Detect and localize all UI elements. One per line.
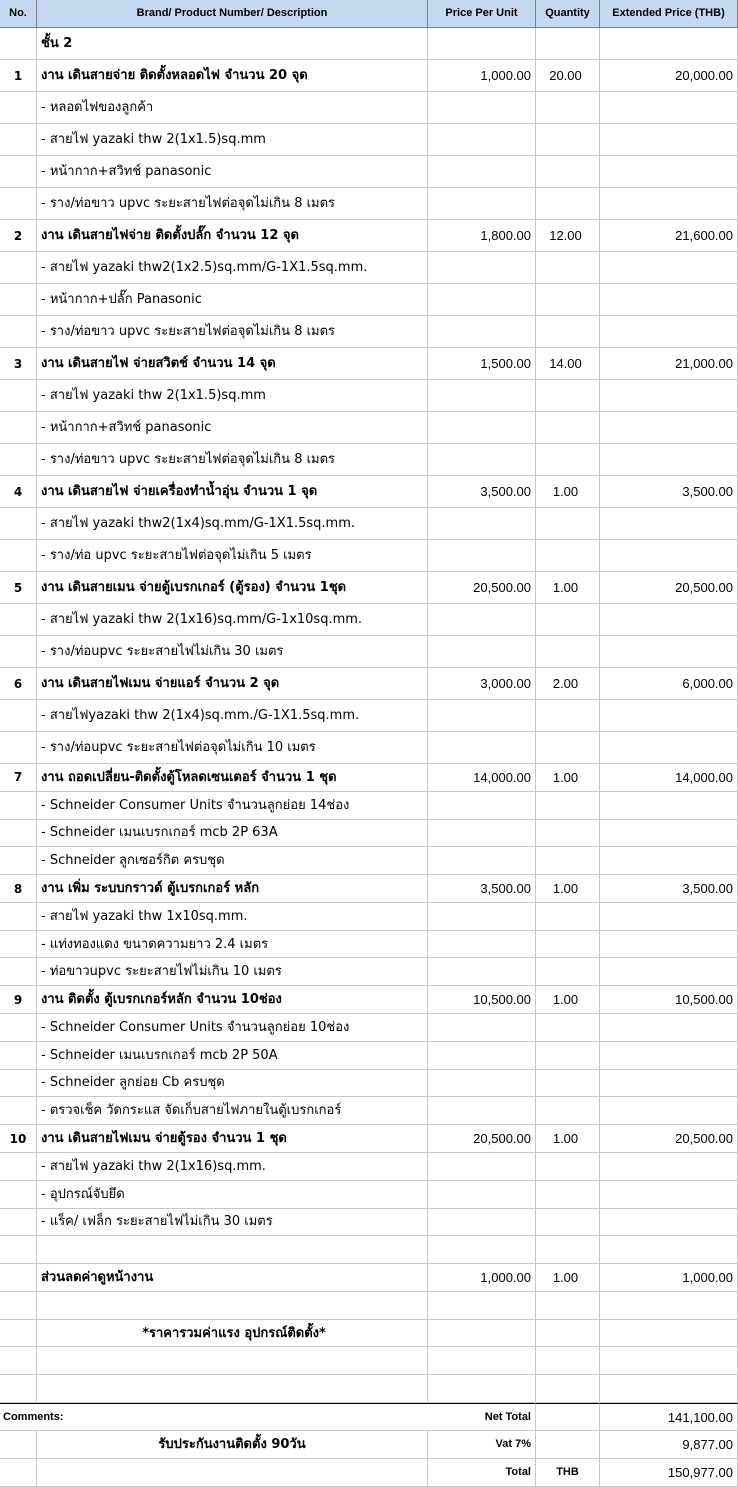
- row-no: [0, 1097, 37, 1125]
- row-quantity: [536, 604, 600, 636]
- row-price: [428, 604, 536, 636]
- row-price: [428, 28, 536, 60]
- row-quantity: 1.00: [536, 1125, 600, 1153]
- header-no: No.: [0, 0, 37, 28]
- row-quantity: [536, 1236, 600, 1264]
- header-description: Brand/ Product Number/ Description: [37, 0, 428, 28]
- row-no: [0, 1014, 37, 1042]
- row-price: [428, 156, 536, 188]
- row-no: [0, 540, 37, 572]
- row-quantity: 14.00: [536, 348, 600, 380]
- row-quantity: [536, 540, 600, 572]
- row-description: งาน เพิ่ม ระบบกราวด์ ตู้เบรกเกอร์ หลัก: [37, 875, 428, 903]
- row-price: [428, 732, 536, 764]
- row-description: ส่วนลดค่าดูหน้างาน: [37, 1264, 428, 1292]
- row-extended: 21,000.00: [600, 348, 738, 380]
- row-price: [428, 847, 536, 875]
- row-price: 3,500.00: [428, 476, 536, 508]
- total-currency: THB: [536, 1459, 600, 1487]
- row-no: 9: [0, 986, 37, 1014]
- row-price: 10,500.00: [428, 986, 536, 1014]
- row-extended: [600, 1153, 738, 1181]
- row-no: [0, 604, 37, 636]
- row-no: [0, 1181, 37, 1209]
- row-price: [428, 1070, 536, 1098]
- row-extended: 14,000.00: [600, 764, 738, 792]
- net-total-blank: [536, 1403, 600, 1431]
- row-no: [0, 380, 37, 412]
- row-price: [428, 1320, 536, 1348]
- row-description: - สายไฟ yazaki thw 2(1x16)sq.mm/G-1x10sq.mm.: [37, 604, 428, 636]
- row-quantity: 1.00: [536, 1264, 600, 1292]
- row-extended: 20,000.00: [600, 60, 738, 92]
- row-price: [428, 903, 536, 931]
- row-description: *ราคารวมค่าแรง อุปกรณ์ติดตั้ง*: [37, 1320, 428, 1348]
- row-price: [428, 1292, 536, 1320]
- row-quantity: [536, 380, 600, 412]
- row-extended: [600, 732, 738, 764]
- row-price: 1,500.00: [428, 348, 536, 380]
- row-quantity: [536, 1181, 600, 1209]
- row-extended: 20,500.00: [600, 1125, 738, 1153]
- row-extended: 10,500.00: [600, 986, 738, 1014]
- row-description: [37, 1292, 428, 1320]
- row-description: - หน้ากาก+สวิทช์ panasonic: [37, 412, 428, 444]
- row-quantity: [536, 124, 600, 156]
- row-quantity: [536, 636, 600, 668]
- header-quantity: Quantity: [536, 0, 600, 28]
- row-description: - สายไฟ yazaki thw 1x10sq.mm.: [37, 903, 428, 931]
- row-extended: [600, 92, 738, 124]
- comments-label: Comments:: [0, 1403, 428, 1431]
- row-extended: [600, 604, 738, 636]
- vat-label: Vat 7%: [428, 1431, 536, 1459]
- row-price: [428, 124, 536, 156]
- row-quantity: 1.00: [536, 476, 600, 508]
- row-price: [428, 316, 536, 348]
- row-price: [428, 820, 536, 848]
- row-extended: [600, 1014, 738, 1042]
- row-description: งาน ถอดเปลี่ยน-ติดตั้งตู้โหลดเซนเตอร์ จำนวน 1 ชุด: [37, 764, 428, 792]
- row-no: 8: [0, 875, 37, 903]
- row-extended: [600, 508, 738, 540]
- row-description: - ท่อขาวupvc ระยะสายไฟไม่เกิน 10 เมตร: [37, 958, 428, 986]
- row-price: [428, 1042, 536, 1070]
- row-description: - ตรวจเช็ค วัดกระแส จัดเก็บสายไฟภายในตู้เบรกเกอร์: [37, 1097, 428, 1125]
- row-description: งาน เดินสายเมน จ่ายตู้เบรกเกอร์ (ตู้รอง) จำนวน 1ชุด: [37, 572, 428, 604]
- row-extended: [600, 28, 738, 60]
- row-quantity: [536, 1153, 600, 1181]
- row-description: งาน เดินสายไฟจ่าย ติดตั้งปลั๊ก จำนวน 12 จุด: [37, 220, 428, 252]
- row-no: 6: [0, 668, 37, 700]
- row-description: - หน้ากาก+สวิทช์ panasonic: [37, 156, 428, 188]
- row-no: [0, 188, 37, 220]
- row-quantity: [536, 958, 600, 986]
- row-extended: [600, 636, 738, 668]
- row-extended: [600, 847, 738, 875]
- row-no: [0, 1153, 37, 1181]
- row-quantity: [536, 188, 600, 220]
- row-no: [0, 1042, 37, 1070]
- row-description: - Schneider Consumer Units จำนวนลูกย่อย 10ช่อง: [37, 1014, 428, 1042]
- row-description: - สายไฟ yazaki thw2(1x2.5)sq.mm/G-1X1.5sq.mm.: [37, 252, 428, 284]
- row-no: [0, 1264, 37, 1292]
- row-extended: [600, 1070, 738, 1098]
- warranty-text: รับประกันงานติดตั้ง 90วัน: [37, 1431, 428, 1459]
- row-no: [0, 1292, 37, 1320]
- row-quantity: 2.00: [536, 668, 600, 700]
- total-spacer-1: [0, 1459, 37, 1487]
- row-quantity: [536, 316, 600, 348]
- row-no: [0, 412, 37, 444]
- row-quantity: 1.00: [536, 986, 600, 1014]
- row-quantity: [536, 700, 600, 732]
- row-extended: 3,500.00: [600, 875, 738, 903]
- row-extended: [600, 1347, 738, 1375]
- row-extended: [600, 820, 738, 848]
- row-extended: [600, 1236, 738, 1264]
- row-description: งาน เดินสายไฟเมน จ่ายแอร์ จำนวน 2 จุด: [37, 668, 428, 700]
- header-extended: Extended Price (THB): [600, 0, 738, 28]
- row-quantity: [536, 1320, 600, 1348]
- row-no: 5: [0, 572, 37, 604]
- row-price: [428, 284, 536, 316]
- row-no: [0, 636, 37, 668]
- row-description: - ราง/ท่อขาว upvc ระยะสายไฟต่อจุดไม่เกิน 8 เมตร: [37, 316, 428, 348]
- row-quantity: 20.00: [536, 60, 600, 92]
- row-extended: [600, 958, 738, 986]
- row-description: - Schneider เมนเบรกเกอร์ mcb 2P 63A: [37, 820, 428, 848]
- row-description: - สายไฟ yazaki thw 2(1x1.5)sq.mm: [37, 380, 428, 412]
- row-quantity: [536, 1014, 600, 1042]
- row-description: - แร็ค/ เฟล็ก ระยะสายไฟไม่เกิน 30 เมตร: [37, 1209, 428, 1237]
- row-quantity: [536, 820, 600, 848]
- row-quantity: [536, 792, 600, 820]
- row-price: [428, 508, 536, 540]
- row-quantity: 12.00: [536, 220, 600, 252]
- row-no: [0, 444, 37, 476]
- row-no: [0, 508, 37, 540]
- row-description: - อุปกรณ์จับยึด: [37, 1181, 428, 1209]
- row-extended: 21,600.00: [600, 220, 738, 252]
- row-price: [428, 958, 536, 986]
- row-price: [428, 792, 536, 820]
- row-description: - Schneider เมนเบรกเกอร์ mcb 2P 50A: [37, 1042, 428, 1070]
- row-description: - สายไฟ yazaki thw 2(1x16)sq.mm.: [37, 1153, 428, 1181]
- row-extended: 3,500.00: [600, 476, 738, 508]
- row-no: [0, 316, 37, 348]
- row-description: งาน เดินสายไฟเมน จ่ายตู้รอง จำนวน 1 ชุด: [37, 1125, 428, 1153]
- row-price: [428, 1181, 536, 1209]
- row-no: 3: [0, 348, 37, 380]
- row-no: 4: [0, 476, 37, 508]
- row-no: [0, 1320, 37, 1348]
- row-description: - หน้ากาก+ปลั๊ก Panasonic: [37, 284, 428, 316]
- row-extended: [600, 188, 738, 220]
- row-no: [0, 792, 37, 820]
- row-price: [428, 931, 536, 959]
- row-quantity: 1.00: [536, 875, 600, 903]
- row-extended: 1,000.00: [600, 1264, 738, 1292]
- row-quantity: [536, 28, 600, 60]
- comments-spacer: [0, 1431, 37, 1459]
- row-no: [0, 124, 37, 156]
- row-description: ชั้น 2: [37, 28, 428, 60]
- row-price: [428, 92, 536, 124]
- row-no: [0, 903, 37, 931]
- row-price: [428, 1153, 536, 1181]
- row-description: งาน เดินสายจ่าย ติดตั้งหลอดไฟ จำนวน 20 จุด: [37, 60, 428, 92]
- row-no: 10: [0, 1125, 37, 1153]
- row-no: 7: [0, 764, 37, 792]
- row-description: - สายไฟ yazaki thw 2(1x1.5)sq.mm: [37, 124, 428, 156]
- row-quantity: [536, 931, 600, 959]
- row-description: งาน ติดตั้ง ตู้เบรกเกอร์หลัก จำนวน 10ช่อง: [37, 986, 428, 1014]
- row-no: [0, 284, 37, 316]
- row-price: [428, 380, 536, 412]
- row-description: - Schneider Consumer Units จำนวนลูกย่อย 14ช่อง: [37, 792, 428, 820]
- row-no: [0, 931, 37, 959]
- row-price: 3,500.00: [428, 875, 536, 903]
- row-no: [0, 252, 37, 284]
- row-quantity: [536, 1347, 600, 1375]
- row-price: [428, 1209, 536, 1237]
- row-price: 14,000.00: [428, 764, 536, 792]
- row-quantity: [536, 92, 600, 124]
- row-no: [0, 28, 37, 60]
- row-description: - ราง/ท่อ upvc ระยะสายไฟต่อจุดไม่เกิน 5 เมตร: [37, 540, 428, 572]
- row-extended: [600, 284, 738, 316]
- row-price: [428, 1375, 536, 1403]
- row-description: - หลอดไฟของลูกค้า: [37, 92, 428, 124]
- row-extended: 20,500.00: [600, 572, 738, 604]
- row-extended: [600, 540, 738, 572]
- row-no: [0, 1375, 37, 1403]
- row-description: [37, 1347, 428, 1375]
- row-extended: [600, 412, 738, 444]
- row-no: [0, 732, 37, 764]
- row-price: 20,500.00: [428, 1125, 536, 1153]
- row-quantity: [536, 444, 600, 476]
- vat-value: 9,877.00: [600, 1431, 738, 1459]
- row-quantity: [536, 1042, 600, 1070]
- row-description: - Schneider ลูกเซอร์กิต ครบชุด: [37, 847, 428, 875]
- total-spacer-2: [37, 1459, 428, 1487]
- row-price: [428, 412, 536, 444]
- row-price: [428, 540, 536, 572]
- row-extended: [600, 1375, 738, 1403]
- row-description: - Schneider ลูกย่อย Cb ครบชุด: [37, 1070, 428, 1098]
- row-extended: 6,000.00: [600, 668, 738, 700]
- row-price: [428, 1347, 536, 1375]
- row-price: [428, 1014, 536, 1042]
- row-quantity: [536, 252, 600, 284]
- row-quantity: [536, 1070, 600, 1098]
- row-no: 1: [0, 60, 37, 92]
- row-no: [0, 1347, 37, 1375]
- row-quantity: [536, 1097, 600, 1125]
- row-extended: [600, 252, 738, 284]
- row-extended: [600, 700, 738, 732]
- net-total-value: 141,100.00: [600, 1403, 738, 1431]
- row-price: [428, 188, 536, 220]
- row-no: [0, 92, 37, 124]
- row-no: [0, 1236, 37, 1264]
- row-description: - ราง/ท่อขาว upvc ระยะสายไฟต่อจุดไม่เกิน 8 เมตร: [37, 188, 428, 220]
- vat-blank: [536, 1431, 600, 1459]
- total-label: Total: [428, 1459, 536, 1487]
- row-extended: [600, 1097, 738, 1125]
- row-extended: [600, 444, 738, 476]
- row-quantity: [536, 732, 600, 764]
- row-quantity: 1.00: [536, 764, 600, 792]
- row-description: - ราง/ท่อขาว upvc ระยะสายไฟต่อจุดไม่เกิน 8 เมตร: [37, 444, 428, 476]
- row-price: [428, 700, 536, 732]
- row-no: [0, 847, 37, 875]
- net-total-label: Net Total: [428, 1403, 536, 1431]
- total-value: 150,977.00: [600, 1459, 738, 1487]
- row-price: [428, 1236, 536, 1264]
- row-quantity: [536, 284, 600, 316]
- row-price: 1,000.00: [428, 1264, 536, 1292]
- row-extended: [600, 792, 738, 820]
- row-description: - สายไฟyazaki thw 2(1x4)sq.mm./G-1X1.5sq.mm.: [37, 700, 428, 732]
- row-no: [0, 1209, 37, 1237]
- row-quantity: [536, 1292, 600, 1320]
- row-description: - สายไฟ yazaki thw2(1x4)sq.mm/G-1X1.5sq.mm.: [37, 508, 428, 540]
- row-price: 1,000.00: [428, 60, 536, 92]
- row-quantity: [536, 1375, 600, 1403]
- row-quantity: [536, 156, 600, 188]
- row-description: งาน เดินสายไฟ จ่ายเครื่องทำน้ำอุ่น จำนวน 1 จุด: [37, 476, 428, 508]
- row-no: [0, 156, 37, 188]
- row-quantity: [536, 508, 600, 540]
- row-quantity: [536, 847, 600, 875]
- row-extended: [600, 931, 738, 959]
- row-quantity: 1.00: [536, 572, 600, 604]
- row-description: งาน เดินสายไฟ จ่ายสวิตช์ จำนวน 14 จุด: [37, 348, 428, 380]
- row-no: [0, 820, 37, 848]
- row-quantity: [536, 1209, 600, 1237]
- row-price: [428, 636, 536, 668]
- row-extended: [600, 316, 738, 348]
- row-extended: [600, 156, 738, 188]
- row-no: [0, 1070, 37, 1098]
- row-description: [37, 1375, 428, 1403]
- row-extended: [600, 1320, 738, 1348]
- row-price: 3,000.00: [428, 668, 536, 700]
- row-extended: [600, 1209, 738, 1237]
- row-extended: [600, 124, 738, 156]
- row-price: [428, 252, 536, 284]
- row-quantity: [536, 412, 600, 444]
- row-description: [37, 1236, 428, 1264]
- row-no: 2: [0, 220, 37, 252]
- row-description: - แท่งทองแดง ขนาดความยาว 2.4 เมตร: [37, 931, 428, 959]
- row-price: 20,500.00: [428, 572, 536, 604]
- row-description: - ราง/ท่อupvc ระยะสายไฟไม่เกิน 30 เมตร: [37, 636, 428, 668]
- row-extended: [600, 1292, 738, 1320]
- row-extended: [600, 1042, 738, 1070]
- row-price: 1,800.00: [428, 220, 536, 252]
- header-price: Price Per Unit: [428, 0, 536, 28]
- row-extended: [600, 380, 738, 412]
- row-quantity: [536, 903, 600, 931]
- row-description: - ราง/ท่อupvc ระยะสายไฟต่อจุดไม่เกิน 10 เมตร: [37, 732, 428, 764]
- row-no: [0, 958, 37, 986]
- row-extended: [600, 903, 738, 931]
- row-price: [428, 444, 536, 476]
- row-price: [428, 1097, 536, 1125]
- row-extended: [600, 1181, 738, 1209]
- row-no: [0, 700, 37, 732]
